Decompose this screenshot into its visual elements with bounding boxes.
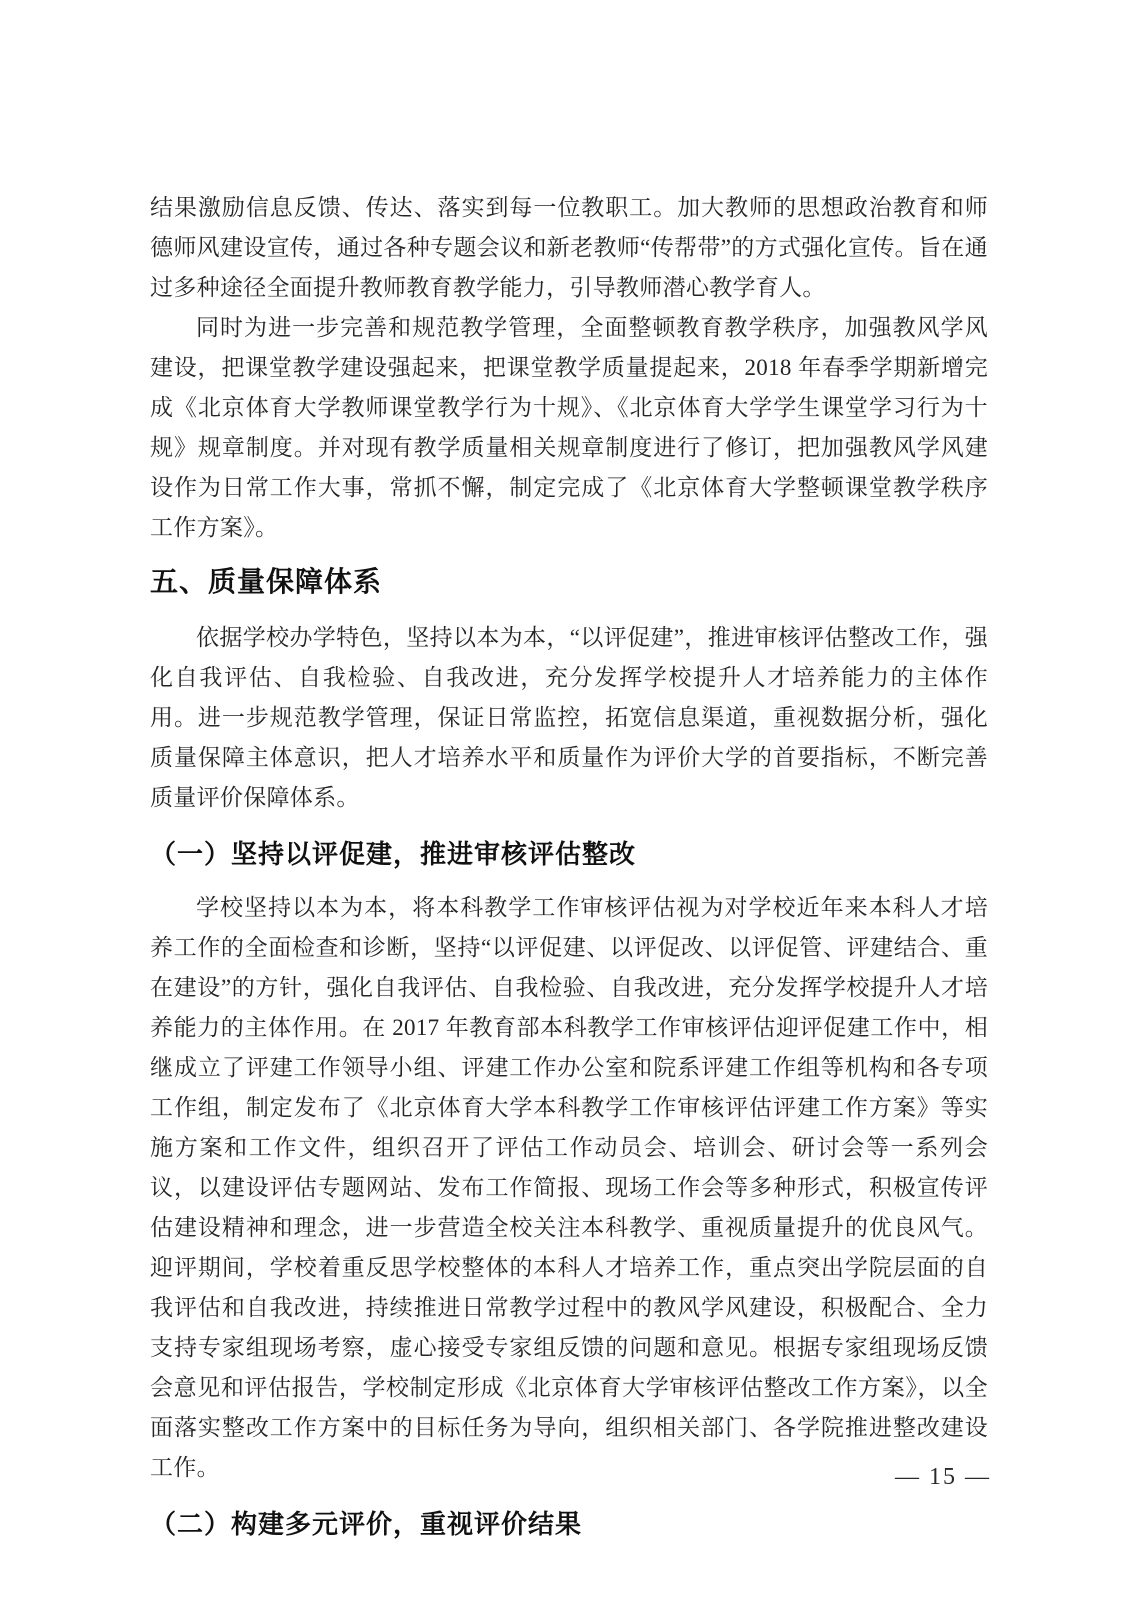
subsection-heading-2: （二）构建多元评价，重视评价结果 bbox=[150, 1509, 583, 1539]
paragraph: 依据学校办学特色，坚持以本为本，“以评促建”，推进审核评估整改工作，强化自我评估、自我检验、自我改进，充分发挥学校提升人才培养能力的主体作用。进一步规范教学管理，保证日常监控，拓宽信息渠道，重视数据分析，强化质量保障主体意识，把人才培养水平和质量作为评价大学的首要指标，不断完善质量评价保障体系。 bbox=[150, 625, 988, 810]
page-number bbox=[863, 1432, 991, 1522]
page-number-text: — 15 — bbox=[895, 1464, 991, 1490]
section-heading-quality-assurance: 五、质量保障体系 bbox=[150, 566, 383, 597]
paragraph: 学校坚持以本为本，将本科教学工作审核评估视为对学校近年来本科人才培养工作的全面检查和诊断，坚持“以评促建、以评促改、以评促管、评建结合、重在建设”的方针，强化自我评估、自我检验、自我改进，充分发挥学校提升人才培养能力的主体作用。在 2017 年教育部本科教学工作审核评估迎评促建工作中，相继成立了评建工作领导小组、评建工作办公室和院系评建工作组等机构和各专项工作组，制定发布了《北京体育大学本科教学工作审核评估评建工作方案》等实施方案和工作文件，组织召开了评估工作动员会、培训会、研讨会等一系列会议，以建设评估专题网站、发布工作简报、现场工作会等多种形式，积极宣传评估建设精神和理念，进一步营造全校关注本科教学、重视质量提升的优良风气。迎评期间，学校着重反思学校整体的本科人才培养工作，重点突出学院层面的自我评估和自我改进，持续推进日常教学过程中的教风学风建设，积极配合、全力支持专家组现场考察，虚心接受专家组反馈的问题和意见。根据专家组现场反馈会意见和评估报告，学校制定形成《北京体育大学审核评估整改工作方案》，以全面落实整改工作方案中的目标任务为导向，组织相关部门、各学院推进整改建设工作。 bbox=[150, 895, 988, 1480]
document-body bbox=[150, 188, 988, 1558]
paragraph-continued: 结果激励信息反馈、传达、落实到每一位教职工。加大教师的思想政治教育和师德师风建设宣传，通过各种专题会议和新老教师“传帮带”的方式强化宣传。旨在通过多种途径全面提升教师教育教学能力，引导教师潜心教学育人。 bbox=[150, 195, 988, 300]
subsection-heading-1: （一）坚持以评促建，推进审核评估整改 bbox=[150, 839, 637, 869]
paragraph: 同时为进一步完善和规范教学管理，全面整顿教育教学秩序，加强教风学风建设，把课堂教学建设强起来，把课堂教学质量提起来，2018 年春季学期新增完成《北京体育大学教师课堂教学行为十规》、《北京体育大学学生课堂学习行为十规》规章制度。并对现有教学质量相关规章制度进行了修订，把加强教风学风建设作为日常工作大事，常抓不懈，制定完成了《北京体育大学整顿课堂教学秩序工作方案》。 bbox=[150, 315, 988, 540]
